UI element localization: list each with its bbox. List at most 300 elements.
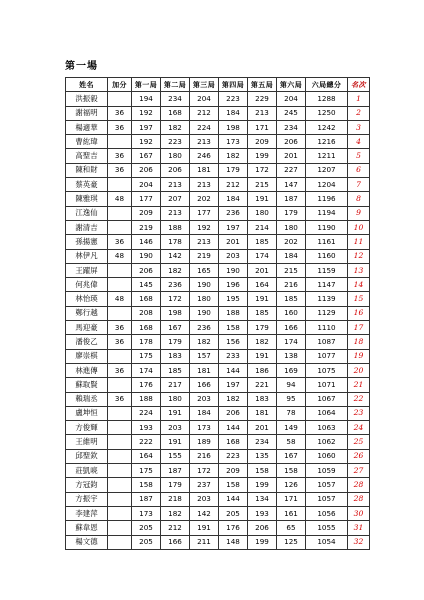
cell-name: 林怡瑛 [66,292,108,306]
cell-bonus: 48 [108,192,132,206]
cell-rank: 25 [348,435,370,449]
cell-game3: 172 [190,464,219,478]
cell-total: 1204 [306,178,348,192]
cell-game4: 182 [219,149,248,163]
cell-game4: 184 [219,106,248,120]
cell-game6: 78 [277,406,306,420]
table-row [66,335,370,349]
cell-game2: 172 [161,292,190,306]
table-row [66,220,370,234]
cell-game4: 203 [219,249,248,263]
cell-game6: 202 [277,235,306,249]
cell-game5: 201 [248,263,277,277]
section-title: 第一場 [65,61,98,72]
cell-name: 楊適華 [66,120,108,134]
cell-game4: 209 [219,464,248,478]
cell-rank: 28 [348,478,370,492]
cell-game6: 216 [277,278,306,292]
cell-bonus: 36 [108,149,132,163]
cell-name: 鄭行越 [66,306,108,320]
cell-bonus [108,178,132,192]
cell-game2: 168 [161,106,190,120]
cell-game2: 212 [161,521,190,535]
cell-game1: 224 [132,406,161,420]
cell-game3: 213 [190,135,219,149]
cell-rank: 27 [348,464,370,478]
cell-game1: 206 [132,163,161,177]
table-row [66,421,370,435]
cell-game1: 145 [132,278,161,292]
cell-name: 李建萍 [66,506,108,520]
cell-game6: 160 [277,306,306,320]
cell-game4: 173 [219,135,248,149]
cell-game6: 138 [277,349,306,363]
cell-game3: 166 [190,378,219,392]
cell-game4: 201 [219,235,248,249]
cell-game4: 223 [219,92,248,106]
cell-bonus: 48 [108,292,132,306]
cell-game6: 171 [277,492,306,506]
cell-game4: 144 [219,421,248,435]
cell-game6: 65 [277,521,306,535]
cell-game6: 161 [277,506,306,520]
cell-name: 謝清吉 [66,220,108,234]
cell-game1: 222 [132,435,161,449]
cell-game3: 203 [190,392,219,406]
cell-game2: 187 [161,464,190,478]
cell-rank: 19 [348,349,370,363]
cell-game4: 158 [219,321,248,335]
cell-rank: 2 [348,106,370,120]
cell-bonus [108,492,132,506]
cell-total: 1216 [306,135,348,149]
cell-game1: 178 [132,335,161,349]
cell-game2: 178 [161,235,190,249]
cell-game2: 188 [161,220,190,234]
table-row [66,506,370,520]
cell-rank: 8 [348,192,370,206]
cell-game1: 206 [132,263,161,277]
cell-game6: 166 [277,321,306,335]
cell-name: 王維明 [66,435,108,449]
cell-game6: 149 [277,421,306,435]
cell-game3: 189 [190,435,219,449]
cell-game5: 201 [248,421,277,435]
cell-total: 1139 [306,292,348,306]
cell-rank: 24 [348,421,370,435]
cell-rank: 13 [348,263,370,277]
cell-bonus [108,464,132,478]
cell-bonus: 36 [108,106,132,120]
cell-game1: 204 [132,178,161,192]
cell-game6: 158 [277,464,306,478]
cell-bonus: 48 [108,249,132,263]
cell-game2: 218 [161,492,190,506]
cell-total: 1057 [306,492,348,506]
cell-game5: 164 [248,278,277,292]
cell-bonus [108,421,132,435]
cell-total: 1110 [306,321,348,335]
col-header-game2: 第二局 [161,78,190,92]
cell-game5: 234 [248,435,277,449]
cell-game6: 206 [277,135,306,149]
cell-game4: 197 [219,378,248,392]
cell-game6: 58 [277,435,306,449]
col-header-game3: 第三局 [190,78,219,92]
cell-name: 楊文德 [66,535,108,549]
cell-name: 江逸仙 [66,206,108,220]
cell-rank: 12 [348,249,370,263]
cell-game5: 135 [248,449,277,463]
cell-game1: 190 [132,249,161,263]
col-header-rank: 名次 [348,78,370,92]
cell-game5: 185 [248,306,277,320]
cell-bonus [108,506,132,520]
cell-name: 方俊輝 [66,421,108,435]
cell-game6: 185 [277,292,306,306]
table-body [66,92,370,550]
cell-game6: 215 [277,263,306,277]
cell-game1: 219 [132,220,161,234]
cell-game6: 234 [277,120,306,134]
cell-rank: 28 [348,492,370,506]
cell-game2: 234 [161,92,190,106]
cell-game2: 223 [161,135,190,149]
cell-bonus [108,349,132,363]
col-header-total: 六局總分 [306,78,348,92]
cell-game3: 202 [190,192,219,206]
table-row [66,535,370,549]
cell-game1: 174 [132,363,161,377]
cell-game2: 185 [161,363,190,377]
cell-rank: 9 [348,206,370,220]
cell-total: 1196 [306,192,348,206]
cell-game3: 213 [190,235,219,249]
cell-game4: 236 [219,206,248,220]
cell-game3: 182 [190,335,219,349]
cell-name: 陳和財 [66,163,108,177]
cell-game4: 212 [219,178,248,192]
cell-name: 王躍屏 [66,263,108,277]
cell-game5: 221 [248,378,277,392]
cell-game3: 181 [190,163,219,177]
cell-bonus: 36 [108,363,132,377]
table-row [66,363,370,377]
table-row [66,406,370,420]
table-row [66,278,370,292]
col-header-game5: 第五局 [248,78,277,92]
table-row [66,92,370,106]
cell-game3: 181 [190,363,219,377]
cell-game2: 180 [161,149,190,163]
cell-name: 曹紘瑋 [66,135,108,149]
cell-game2: 180 [161,392,190,406]
cell-game2: 191 [161,435,190,449]
cell-game2: 207 [161,192,190,206]
cell-game1: 209 [132,206,161,220]
cell-total: 1054 [306,535,348,549]
cell-game1: 173 [132,506,161,520]
cell-name: 蘇取賢 [66,378,108,392]
cell-game6: 167 [277,449,306,463]
cell-game4: 196 [219,278,248,292]
table-row [66,464,370,478]
cell-game6: 169 [277,363,306,377]
cell-game2: 142 [161,249,190,263]
cell-name: 賴瑞丞 [66,392,108,406]
cell-name: 廖崇棋 [66,349,108,363]
cell-game6: 201 [277,149,306,163]
cell-game4: 144 [219,363,248,377]
cell-game1: 176 [132,378,161,392]
cell-game5: 215 [248,178,277,192]
cell-game4: 182 [219,392,248,406]
cell-game2: 182 [161,263,190,277]
cell-game4: 223 [219,449,248,463]
cell-game2: 179 [161,478,190,492]
cell-game1: 188 [132,392,161,406]
cell-bonus [108,378,132,392]
cell-rank: 16 [348,306,370,320]
table-row [66,306,370,320]
table-row [66,521,370,535]
cell-game3: 211 [190,535,219,549]
cell-total: 1242 [306,120,348,134]
cell-total: 1055 [306,521,348,535]
cell-game4: 179 [219,163,248,177]
cell-total: 1057 [306,478,348,492]
cell-game2: 179 [161,335,190,349]
cell-name: 方冠鈞 [66,478,108,492]
cell-game4: 195 [219,292,248,306]
cell-bonus: 36 [108,163,132,177]
cell-rank: 30 [348,506,370,520]
cell-total: 1211 [306,149,348,163]
header-row [66,78,370,92]
cell-game2: 213 [161,178,190,192]
cell-rank: 4 [348,135,370,149]
cell-game3: 142 [190,506,219,520]
cell-game1: 187 [132,492,161,506]
cell-rank: 15 [348,292,370,306]
cell-game1: 158 [132,478,161,492]
cell-bonus: 36 [108,120,132,134]
cell-game5: 199 [248,149,277,163]
cell-rank: 17 [348,321,370,335]
cell-game3: 216 [190,449,219,463]
table-row [66,149,370,163]
cell-game2: 182 [161,506,190,520]
cell-game5: 209 [248,135,277,149]
cell-total: 1067 [306,392,348,406]
cell-total: 1159 [306,263,348,277]
table-row [66,263,370,277]
cell-name: 潘俊乙 [66,335,108,349]
cell-game1: 175 [132,349,161,363]
cell-name: 方振宇 [66,492,108,506]
cell-rank: 1 [348,92,370,106]
cell-total: 1059 [306,464,348,478]
cell-game5: 183 [248,392,277,406]
cell-name: 謝福明 [66,106,108,120]
cell-name: 林進傳 [66,363,108,377]
cell-total: 1063 [306,421,348,435]
cell-game6: 179 [277,206,306,220]
cell-game2: 198 [161,306,190,320]
cell-game3: 224 [190,120,219,134]
col-header-name: 姓名 [66,78,108,92]
cell-game4: 190 [219,263,248,277]
cell-game6: 180 [277,220,306,234]
cell-game1: 168 [132,292,161,306]
cell-game6: 204 [277,92,306,106]
cell-game6: 245 [277,106,306,120]
score-table [65,77,370,550]
cell-game5: 181 [248,406,277,420]
cell-bonus: 36 [108,392,132,406]
cell-game3: 213 [190,178,219,192]
cell-game2: 213 [161,206,190,220]
cell-name: 蔡英豪 [66,178,108,192]
cell-bonus: 36 [108,335,132,349]
cell-name: 莊凱喨 [66,464,108,478]
cell-game5: 180 [248,206,277,220]
cell-game6: 94 [277,378,306,392]
cell-game1: 167 [132,149,161,163]
cell-game4: 233 [219,349,248,363]
cell-game5: 199 [248,478,277,492]
cell-rank: 20 [348,363,370,377]
cell-game6: 174 [277,335,306,349]
cell-name: 邱聖欽 [66,449,108,463]
cell-bonus [108,92,132,106]
cell-name: 洪振毅 [66,92,108,106]
cell-total: 1077 [306,349,348,363]
cell-game5: 185 [248,235,277,249]
cell-game3: 190 [190,278,219,292]
cell-game6: 187 [277,192,306,206]
col-header-game4: 第四局 [219,78,248,92]
cell-game5: 134 [248,492,277,506]
cell-game4: 197 [219,220,248,234]
cell-game5: 229 [248,92,277,106]
cell-total: 1060 [306,449,348,463]
table-row [66,378,370,392]
cell-game5: 174 [248,249,277,263]
cell-total: 1161 [306,235,348,249]
col-header-game6: 第六局 [277,78,306,92]
cell-game2: 236 [161,278,190,292]
cell-bonus [108,263,132,277]
cell-total: 1250 [306,106,348,120]
cell-total: 1147 [306,278,348,292]
cell-name: 盧坤恒 [66,406,108,420]
cell-game5: 193 [248,506,277,520]
cell-game4: 205 [219,506,248,520]
cell-game5: 214 [248,220,277,234]
cell-game6: 147 [277,178,306,192]
cell-game3: 237 [190,478,219,492]
table-row [66,392,370,406]
cell-game5: 186 [248,363,277,377]
cell-game5: 182 [248,335,277,349]
cell-game6: 227 [277,163,306,177]
cell-rank: 3 [348,120,370,134]
cell-game4: 148 [219,535,248,549]
table-row [66,478,370,492]
table-row [66,192,370,206]
cell-rank: 11 [348,235,370,249]
cell-total: 1207 [306,163,348,177]
cell-game6: 184 [277,249,306,263]
cell-game1: 168 [132,321,161,335]
cell-rank: 31 [348,521,370,535]
cell-rank: 23 [348,406,370,420]
cell-game3: 180 [190,292,219,306]
table-row [66,321,370,335]
cell-game1: 197 [132,120,161,134]
cell-game2: 203 [161,421,190,435]
cell-rank: 26 [348,449,370,463]
cell-bonus [108,220,132,234]
table-row [66,492,370,506]
cell-game1: 205 [132,521,161,535]
cell-game3: 177 [190,206,219,220]
cell-game1: 175 [132,464,161,478]
cell-game1: 146 [132,235,161,249]
cell-game2: 217 [161,378,190,392]
cell-game3: 236 [190,321,219,335]
cell-game3: 191 [190,521,219,535]
cell-game5: 206 [248,521,277,535]
cell-name: 陳雅琪 [66,192,108,206]
cell-game2: 155 [161,449,190,463]
cell-game4: 188 [219,306,248,320]
cell-game1: 192 [132,135,161,149]
cell-bonus [108,135,132,149]
cell-game4: 206 [219,406,248,420]
cell-game1: 208 [132,306,161,320]
cell-bonus [108,306,132,320]
cell-rank: 22 [348,392,370,406]
cell-game2: 166 [161,535,190,549]
table-row [66,106,370,120]
cell-game3: 192 [190,220,219,234]
cell-bonus [108,478,132,492]
cell-game6: 126 [277,478,306,492]
cell-game3: 212 [190,106,219,120]
cell-game5: 191 [248,349,277,363]
cell-game5: 191 [248,192,277,206]
cell-game3: 219 [190,249,219,263]
cell-rank: 10 [348,220,370,234]
table-row [66,249,370,263]
cell-total: 1071 [306,378,348,392]
cell-game6: 95 [277,392,306,406]
cell-game5: 199 [248,535,277,549]
cell-game4: 168 [219,435,248,449]
cell-game3: 203 [190,492,219,506]
cell-game3: 165 [190,263,219,277]
cell-game5: 171 [248,120,277,134]
cell-name: 孫揚憲 [66,235,108,249]
cell-bonus [108,449,132,463]
cell-game2: 183 [161,349,190,363]
col-header-bonus: 加分 [108,78,132,92]
cell-bonus [108,435,132,449]
cell-game4: 156 [219,335,248,349]
cell-game1: 164 [132,449,161,463]
